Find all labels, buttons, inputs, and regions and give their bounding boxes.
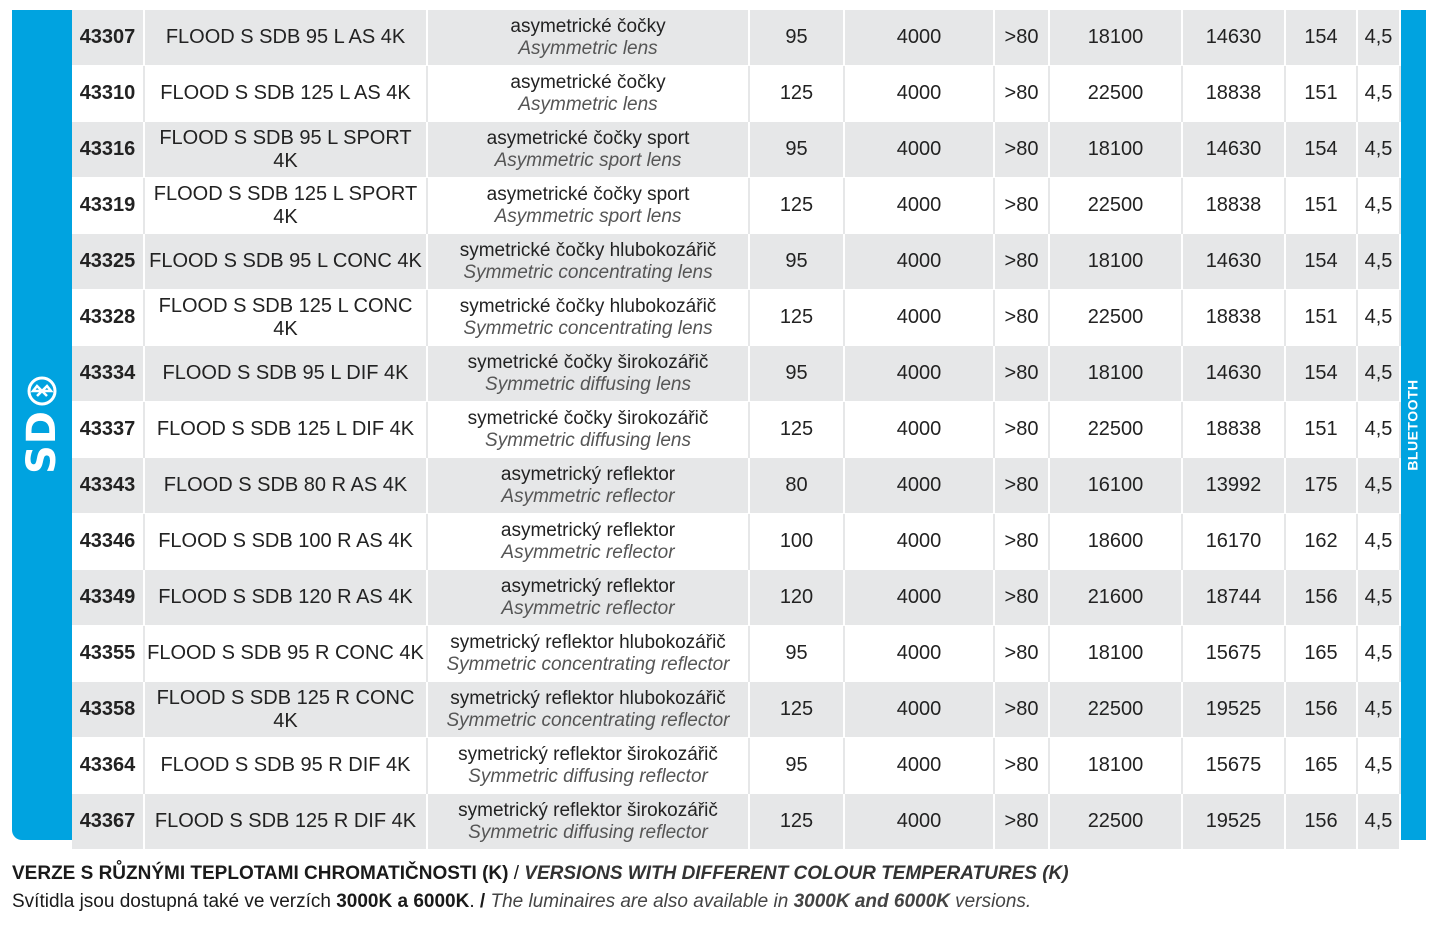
lens-cz: symetrický reflektor hlubokozářič [450,631,726,653]
cell-lens [427,738,749,794]
cell-efficacy: 151 [1285,178,1357,234]
lens-cz: symetrický reflektor hlubokozářič [450,687,726,709]
cell-name: FLOOD S SDB 95 R CONC 4K [144,626,427,682]
cell-flux-source: 22500 [1049,290,1182,346]
cell-weight: 4,5 [1357,514,1400,570]
cell-power: 95 [749,234,844,290]
cell-cct: 4000 [844,290,994,346]
cell-cri: >80 [994,570,1049,626]
table-row [72,682,1400,738]
lens-cz: symetrický reflektor širokozářič [458,799,718,821]
cell-lens [427,178,749,234]
cell-flux-source: 18600 [1049,514,1182,570]
table-row [72,402,1400,458]
cell-weight: 4,5 [1357,682,1400,738]
cell-code: 43337 [72,402,144,458]
cell-weight: 4,5 [1357,346,1400,402]
cell-cct: 4000 [844,10,994,66]
lens-cz: asymetrické čočky [510,71,666,93]
cell-flux-source: 16100 [1049,458,1182,514]
cell-cct: 4000 [844,178,994,234]
footer-heading: VERZE S RŮZNÝMI TEPLOTAMI CHROMATIČNOSTI (K) / VERSIONS WITH DIFFERENT COLOUR TEMPERATURES (K) [12,863,1069,884]
cell-weight: 4,5 [1357,626,1400,682]
cell-flux-source: 22500 [1049,402,1182,458]
cell-efficacy: 156 [1285,682,1357,738]
cell-flux-luminaire: 18838 [1182,66,1285,122]
cell-weight: 4,5 [1357,66,1400,122]
cell-lens [427,234,749,290]
lens-en: Asymmetric reflector [501,485,675,507]
cell-cri: >80 [994,458,1049,514]
lens-en: Symmetric concentrating reflector [446,709,730,731]
cell-name: FLOOD S SDB 125 R CONC 4K [144,682,427,738]
lens-en: Symmetric diffusing lens [485,373,691,395]
heading-cz: VERZE S RŮZNÝMI TEPLOTAMI CHROMATIČNOSTI (K) [12,863,509,884]
lens-en: Symmetric diffusing reflector [468,765,708,787]
lens-en: Symmetric concentrating lens [463,317,713,339]
cell-code: 43364 [72,738,144,794]
cell-power: 95 [749,10,844,66]
cell-cri: >80 [994,738,1049,794]
table-row [72,234,1400,290]
cell-code: 43319 [72,178,144,234]
cell-name: FLOOD S SDB 95 L DIF 4K [144,346,427,402]
cell-lens [427,290,749,346]
cell-power: 125 [749,682,844,738]
cell-flux-source: 18100 [1049,738,1182,794]
bluetooth-label: BLUETOOTH [1405,379,1422,471]
cell-weight: 4,5 [1357,234,1400,290]
cell-code: 43355 [72,626,144,682]
cell-name: FLOOD S SDB 80 R AS 4K [144,458,427,514]
cell-efficacy: 154 [1285,346,1357,402]
cell-cri: >80 [994,794,1049,850]
product-table [72,10,1401,850]
cell-cri: >80 [994,402,1049,458]
cell-lens [427,66,749,122]
cell-code: 43310 [72,66,144,122]
lens-cz: asymetrický reflektor [500,463,676,485]
cell-cct: 4000 [844,346,994,402]
cell-name: FLOOD S SDB 125 L DIF 4K [144,402,427,458]
cell-cri: >80 [994,122,1049,178]
table-row [72,178,1400,234]
cell-cct: 4000 [844,794,994,850]
lens-cz: symetrické čočky širokozářič [467,407,709,429]
cell-weight: 4,5 [1357,290,1400,346]
cell-power: 95 [749,122,844,178]
cell-lens [427,794,749,850]
cell-efficacy: 162 [1285,514,1357,570]
cell-lens [427,458,749,514]
cell-flux-source: 18100 [1049,234,1182,290]
cell-code: 43343 [72,458,144,514]
lens-en: Asymmetric lens [518,37,658,59]
cell-power: 95 [749,346,844,402]
cell-name: FLOOD S SDB 125 L AS 4K [144,66,427,122]
lens-en: Asymmetric lens [518,93,658,115]
cell-name: FLOOD S SDB 125 L CONC 4K [144,290,427,346]
cell-weight: 4,5 [1357,794,1400,850]
lens-cz: symetrický reflektor širokozářič [458,743,718,765]
cell-flux-source: 22500 [1049,66,1182,122]
table-row [72,570,1400,626]
cell-flux-luminaire: 13992 [1182,458,1285,514]
cell-cri: >80 [994,10,1049,66]
footer-note [12,860,1412,916]
table-row [72,738,1400,794]
cell-name: FLOOD S SDB 120 R AS 4K [144,570,427,626]
cell-code: 43349 [72,570,144,626]
cell-cri: >80 [994,346,1049,402]
cell-lens [427,346,749,402]
cell-power: 125 [749,290,844,346]
cell-code: 43328 [72,290,144,346]
cell-cct: 4000 [844,458,994,514]
cell-flux-luminaire: 19525 [1182,794,1285,850]
table-row [72,514,1400,570]
cell-efficacy: 151 [1285,402,1357,458]
table-row [72,10,1400,66]
cell-cct: 4000 [844,626,994,682]
cell-flux-luminaire: 15675 [1182,626,1285,682]
cell-name: FLOOD S SDB 95 L CONC 4K [144,234,427,290]
cell-power: 95 [749,626,844,682]
sd-logo [19,376,65,474]
cell-efficacy: 156 [1285,570,1357,626]
cell-flux-luminaire: 15675 [1182,738,1285,794]
cell-code: 43307 [72,10,144,66]
cell-flux-luminaire: 18744 [1182,570,1285,626]
lens-en: Asymmetric sport lens [494,149,682,171]
cell-code: 43334 [72,346,144,402]
table-row [72,66,1400,122]
cell-name: FLOOD S SDB 95 L SPORT 4K [144,122,427,178]
cell-cct: 4000 [844,514,994,570]
lens-cz: asymetrický reflektor [500,575,676,597]
cell-flux-source: 18100 [1049,346,1182,402]
cell-power: 125 [749,402,844,458]
cell-lens [427,626,749,682]
cell-cri: >80 [994,66,1049,122]
cell-name: FLOOD S SDB 125 L SPORT 4K [144,178,427,234]
lens-cz: symetrické čočky širokozářič [467,351,709,373]
cell-weight: 4,5 [1357,458,1400,514]
cell-lens [427,682,749,738]
cell-flux-source: 22500 [1049,682,1182,738]
cell-efficacy: 165 [1285,738,1357,794]
cell-cct: 4000 [844,234,994,290]
cell-power: 125 [749,66,844,122]
cell-flux-luminaire: 18838 [1182,402,1285,458]
cell-flux-source: 21600 [1049,570,1182,626]
brand-band-left [12,10,72,840]
lens-cz: asymetrické čočky [510,15,666,37]
cell-code: 43346 [72,514,144,570]
cell-name: FLOOD S SDB 125 R DIF 4K [144,794,427,850]
lens-en: Symmetric concentrating lens [463,261,713,283]
lens-en: Symmetric concentrating reflector [446,653,730,675]
cell-efficacy: 154 [1285,10,1357,66]
cell-flux-luminaire: 18838 [1182,178,1285,234]
cell-flux-luminaire: 14630 [1182,122,1285,178]
cell-flux-source: 18100 [1049,10,1182,66]
lens-en: Asymmetric reflector [501,597,675,619]
cell-power: 95 [749,738,844,794]
cell-lens [427,402,749,458]
cell-name: FLOOD S SDB 100 R AS 4K [144,514,427,570]
cell-efficacy: 151 [1285,290,1357,346]
cell-cct: 4000 [844,682,994,738]
cell-name: FLOOD S SDB 95 L AS 4K [144,10,427,66]
lens-cz: asymetrické čočky sport [486,127,690,149]
lens-cz: asymetrický reflektor [500,519,676,541]
cell-code: 43358 [72,682,144,738]
cell-power: 100 [749,514,844,570]
table-row [72,626,1400,682]
cell-weight: 4,5 [1357,178,1400,234]
cell-lens [427,570,749,626]
table-row [72,346,1400,402]
cell-flux-source: 22500 [1049,178,1182,234]
cell-cri: >80 [994,178,1049,234]
cell-cri: >80 [994,626,1049,682]
table-row [72,122,1400,178]
table-row [72,290,1400,346]
cell-cct: 4000 [844,570,994,626]
cell-power: 80 [749,458,844,514]
cell-power: 125 [749,794,844,850]
cell-lens [427,122,749,178]
table-row [72,794,1400,850]
bluetooth-icon [27,376,57,406]
cell-lens [427,514,749,570]
cell-code: 43367 [72,794,144,850]
cell-cri: >80 [994,290,1049,346]
cell-efficacy: 175 [1285,458,1357,514]
cell-name: FLOOD S SDB 95 R DIF 4K [144,738,427,794]
cell-power: 120 [749,570,844,626]
cell-power: 125 [749,178,844,234]
cell-code: 43316 [72,122,144,178]
cell-flux-luminaire: 14630 [1182,234,1285,290]
cell-code: 43325 [72,234,144,290]
logo-text: SD [19,409,66,475]
cell-flux-source: 18100 [1049,122,1182,178]
cell-flux-luminaire: 14630 [1182,10,1285,66]
cell-flux-luminaire: 18838 [1182,290,1285,346]
cell-efficacy: 154 [1285,234,1357,290]
lens-en: Asymmetric reflector [501,541,675,563]
footer-text: Svítidla jsou dostupná také ve verzích 3000K a 6000K. / The luminaires are also available in 3000K and 6000K versions. [12,891,1032,912]
cell-flux-luminaire: 16170 [1182,514,1285,570]
cell-efficacy: 165 [1285,626,1357,682]
lens-cz: symetrické čočky hlubokozářič [459,295,717,317]
cell-weight: 4,5 [1357,122,1400,178]
lens-en: Asymmetric sport lens [494,205,682,227]
cell-efficacy: 154 [1285,122,1357,178]
lens-cz: asymetrické čočky sport [486,183,690,205]
cell-cri: >80 [994,682,1049,738]
lens-cz: symetrické čočky hlubokozářič [459,239,717,261]
cell-cct: 4000 [844,738,994,794]
cell-weight: 4,5 [1357,10,1400,66]
cell-flux-source: 18100 [1049,626,1182,682]
brand-band-right [1400,10,1426,840]
table-row [72,458,1400,514]
cell-flux-luminaire: 19525 [1182,682,1285,738]
cell-flux-source: 22500 [1049,794,1182,850]
heading-en: VERSIONS WITH DIFFERENT COLOUR TEMPERATURES (K) [524,863,1069,884]
cell-cri: >80 [994,514,1049,570]
cell-efficacy: 156 [1285,794,1357,850]
cell-cri: >80 [994,234,1049,290]
cell-flux-luminaire: 14630 [1182,346,1285,402]
cell-efficacy: 151 [1285,66,1357,122]
cell-cct: 4000 [844,122,994,178]
cell-weight: 4,5 [1357,738,1400,794]
cell-cct: 4000 [844,66,994,122]
lens-en: Symmetric diffusing reflector [468,821,708,843]
cell-lens [427,10,749,66]
lens-en: Symmetric diffusing lens [485,429,691,451]
cell-weight: 4,5 [1357,570,1400,626]
cell-cct: 4000 [844,402,994,458]
cell-weight: 4,5 [1357,402,1400,458]
